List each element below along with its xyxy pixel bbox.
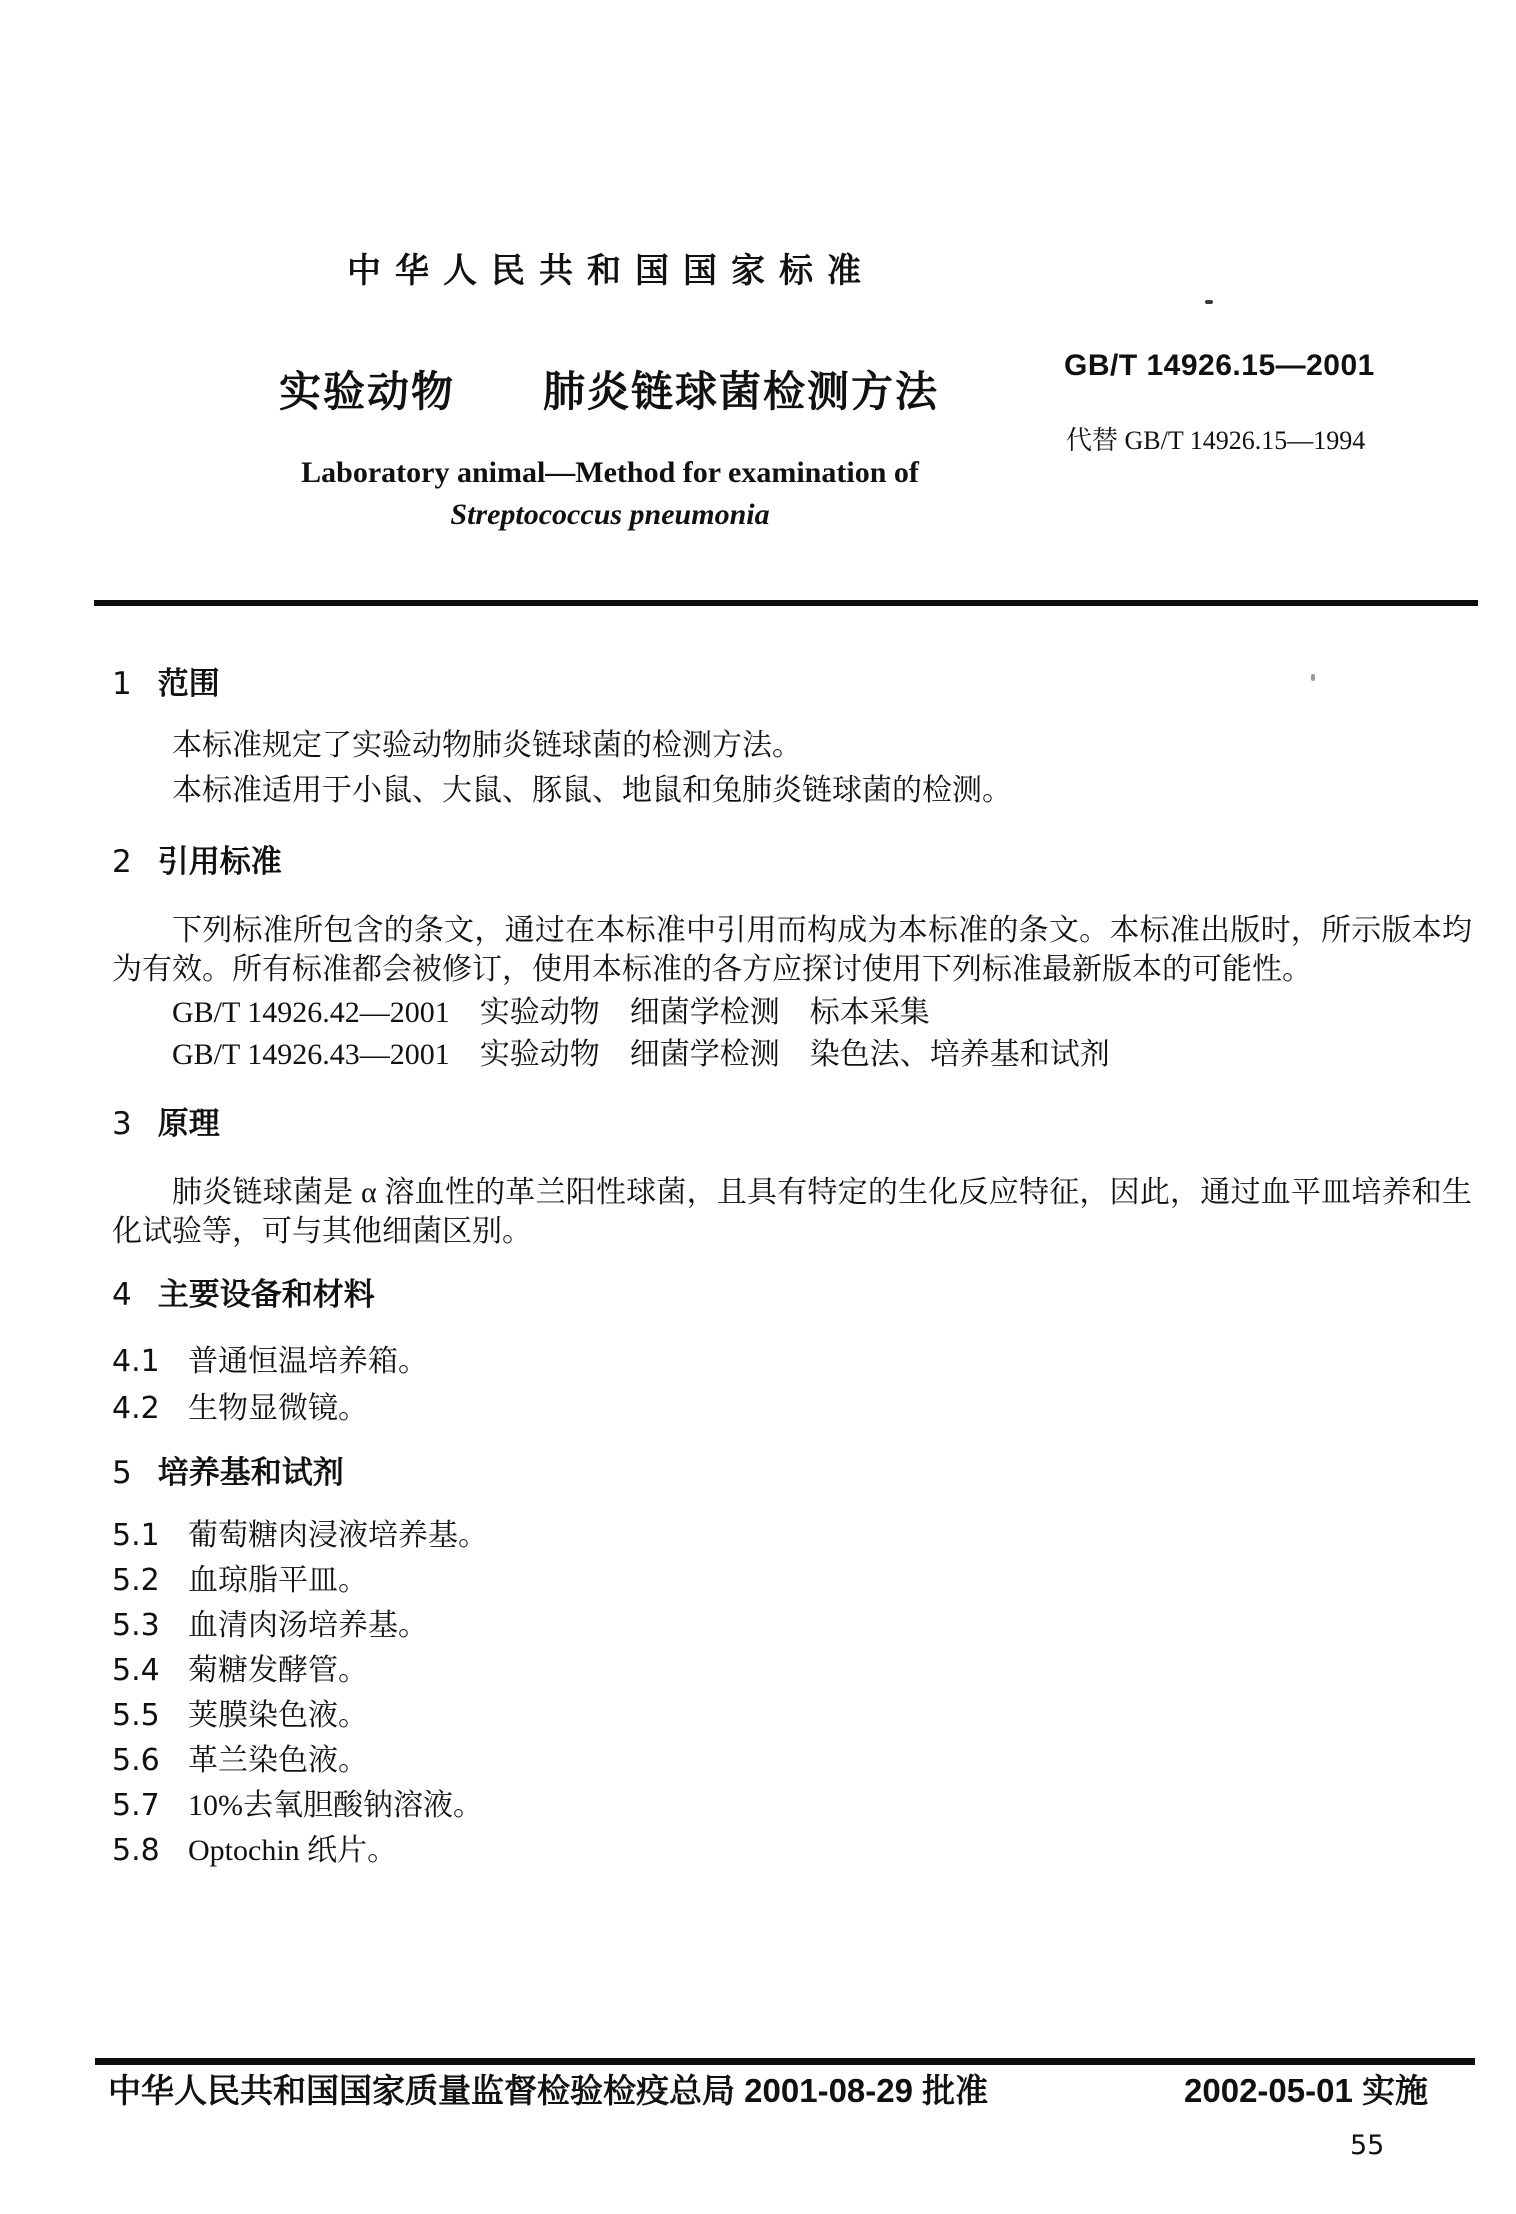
scan-speck — [1205, 300, 1213, 304]
item-number: 5.6 — [112, 1743, 160, 1778]
item-number: 5.1 — [112, 1518, 160, 1553]
section-title: 引用标准 — [157, 844, 282, 879]
item-number: 5.8 — [112, 1833, 160, 1868]
list-item — [112, 1698, 1472, 1733]
item-text: 血清肉汤培养基。 — [188, 1609, 428, 1642]
section-number: 1 — [112, 666, 132, 702]
section-1-heading — [112, 668, 1472, 700]
footer-rule — [95, 2058, 1475, 2065]
section-title: 范围 — [157, 666, 220, 701]
replaces-note: 代替 GB/T 14926.15—1994 — [1066, 426, 1366, 455]
item-text: 普通恒温培养箱。 — [188, 1345, 428, 1378]
implementation-note: 2002-05-01 实施 — [1184, 2072, 1428, 2109]
list-item — [112, 1518, 1472, 1553]
item-text: 10%去氧胆酸钠溶液。 — [188, 1789, 483, 1822]
item-text: 生物显微镜。 — [188, 1392, 368, 1425]
standard-title-cn: 实验动物 肺炎链球菌检测方法 — [278, 368, 940, 415]
item-number: 5.7 — [112, 1788, 160, 1823]
approval-note: 中华人民共和国国家质量监督检验检疫总局 2001-08-29 批准 — [108, 2072, 989, 2109]
reference-item: GB/T 14926.42—2001 实验动物 细菌学检测 标本采集 — [172, 996, 930, 1029]
reference-item: GB/T 14926.43—2001 实验动物 细菌学检测 染色法、培养基和试剂 — [172, 1038, 1110, 1071]
list-item — [112, 1788, 1472, 1823]
list-item — [112, 1391, 1472, 1426]
section-number: 2 — [112, 844, 132, 880]
item-text: 血琼脂平皿。 — [188, 1564, 368, 1597]
section-number: 5 — [112, 1455, 132, 1491]
list-item — [112, 1653, 1472, 1688]
list-item — [112, 1563, 1472, 1598]
section-5-heading — [112, 1457, 1472, 1489]
section-number: 4 — [112, 1277, 132, 1313]
standard-title-en-line2: Streptococcus pneumonia — [450, 498, 770, 531]
section-title: 主要设备和材料 — [157, 1277, 375, 1312]
section-number: 3 — [112, 1106, 132, 1142]
standard-code: GB/T 14926.15—2001 — [1064, 349, 1375, 382]
page-number: 55 — [1350, 2130, 1385, 2161]
item-text: 革兰染色液。 — [188, 1744, 368, 1777]
section-2-heading — [112, 846, 1472, 878]
item-number: 5.3 — [112, 1608, 160, 1643]
section-title: 培养基和试剂 — [157, 1455, 344, 1490]
item-number: 4.1 — [112, 1344, 160, 1379]
item-number: 5.5 — [112, 1698, 160, 1733]
paragraph: 下列标准所包含的条文，通过在本标准中引用而构成为本标准的条文。本标准出版时，所示版本均为有效。所有标准都会被修订，使用本标准的各方应探讨使用下列标准最新版本的可能性。 — [112, 914, 1472, 986]
section-title: 原理 — [157, 1106, 220, 1141]
item-number: 5.4 — [112, 1653, 160, 1688]
standard-title-en-line1: Laboratory animal—Method for examination of — [301, 456, 919, 489]
item-number: 4.2 — [112, 1391, 160, 1426]
list-item — [112, 1833, 1472, 1868]
paragraph: 本标准适用于小鼠、大鼠、豚鼠、地鼠和兔肺炎链球菌的检测。 — [172, 774, 1012, 807]
item-number: 5.2 — [112, 1563, 160, 1598]
section-3-heading — [112, 1108, 1472, 1140]
paragraph: 本标准规定了实验动物肺炎链球菌的检测方法。 — [172, 729, 802, 762]
list-item — [112, 1743, 1472, 1778]
list-item — [112, 1344, 1472, 1379]
paragraph: 肺炎链球菌是 α 溶血性的革兰阳性球菌，且具有特定的生化反应特征，因此，通过血平皿培养和生化试验等，可与其他细菌区别。 — [112, 1176, 1472, 1248]
item-text: 葡萄糖肉浸液培养基。 — [188, 1519, 488, 1552]
national-standard-label: 中华人民共和国国家标准 — [347, 252, 875, 290]
item-text: 荚膜染色液。 — [188, 1699, 368, 1732]
list-item — [112, 1608, 1472, 1643]
item-text: Optochin 纸片。 — [188, 1834, 398, 1867]
item-text: 菊糖发酵管。 — [188, 1654, 368, 1687]
section-4-heading — [112, 1279, 1472, 1311]
document-body — [112, 606, 1472, 1866]
